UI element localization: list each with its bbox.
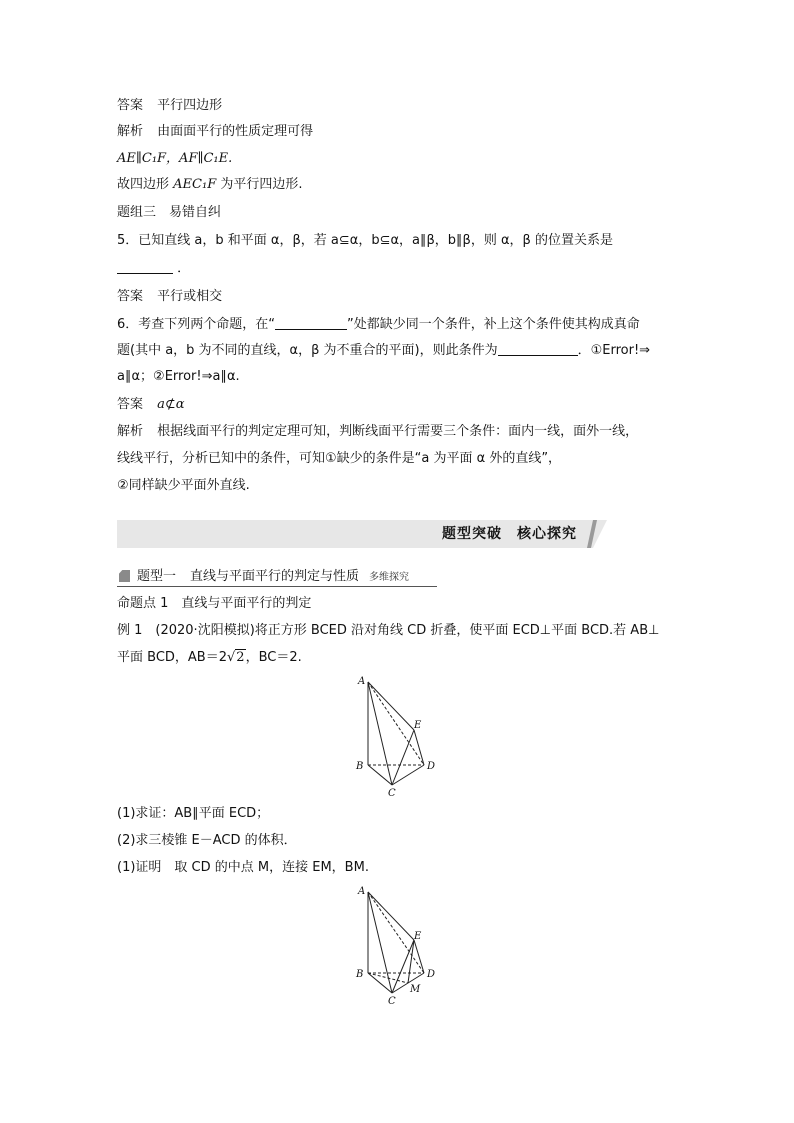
q6-blank-1 bbox=[275, 317, 347, 330]
q5-blank bbox=[117, 261, 173, 274]
label-D: D bbox=[427, 761, 436, 772]
q5-answer-line bbox=[117, 287, 222, 307]
figure-2 bbox=[350, 882, 450, 1008]
answer-text: 平行四边形 bbox=[157, 98, 223, 113]
q6-analysis-text-1: 根据线面平行的判定定理可知，判断线面平行需要三个条件：面内一线，面外一线， bbox=[157, 424, 639, 439]
label-E: E bbox=[414, 931, 422, 942]
q6-analysis-line-1 bbox=[117, 422, 638, 442]
q5-line-1: 5．已知直线 a，b 和平面 α，β，若 a⊆α，b⊆α，a∥β，b∥β，则 α，β 的位置关系是 bbox=[117, 233, 613, 248]
edge-CD bbox=[392, 765, 424, 785]
edge-AC bbox=[368, 682, 392, 785]
q5-line-2 bbox=[117, 259, 190, 279]
bookmark-icon bbox=[119, 570, 130, 582]
q5-answer-text: 平行或相交 bbox=[157, 289, 223, 304]
q5-line-2-end: ． bbox=[177, 261, 191, 276]
subq-1: (1)求证：AB∥平面 ECD； bbox=[117, 806, 270, 821]
type-tag: 多维探究 bbox=[369, 572, 410, 583]
conclusion-line bbox=[117, 175, 303, 195]
edge-ED bbox=[414, 940, 424, 973]
conclusion-post: 为平行四边形. bbox=[220, 177, 303, 192]
type-name: 直线与平面平行的判定与性质 bbox=[190, 569, 360, 584]
q6-blank-2 bbox=[498, 343, 578, 356]
q6-line-1-pre: 6．考查下列两个命题，在“ bbox=[117, 317, 276, 332]
label-D: D bbox=[427, 969, 436, 980]
q6-analysis-line-3: ②同样缺少平面外直线. bbox=[117, 478, 250, 493]
answer-line-1 bbox=[117, 96, 222, 116]
subq-2: (2)求三棱锥 E－ACD 的体积． bbox=[117, 833, 297, 848]
label-C: C bbox=[388, 788, 396, 798]
label-B: B bbox=[356, 761, 364, 772]
answer-label: 答案 bbox=[117, 98, 144, 113]
analysis-label: 解析 bbox=[117, 124, 144, 139]
figure-1 bbox=[350, 672, 450, 798]
q6-line-1-post: ”处都缺少同一个条件，补上这个条件使其构成真命 bbox=[347, 317, 640, 332]
q6-analysis-line-2: 线线平行，分析已知中的条件，可知①缺少的条件是“a 为平面 α 外的直线”， bbox=[117, 451, 562, 466]
q6-answer-label: 答案 bbox=[117, 397, 144, 412]
label-A: A bbox=[358, 886, 366, 897]
sqrt-arg: 2 bbox=[236, 650, 245, 665]
type-underline bbox=[117, 586, 437, 587]
q6-answer-text: a⊄α bbox=[157, 397, 185, 412]
type-title-line bbox=[137, 567, 409, 588]
q6-line-2-post: ．①Error!⇒ bbox=[577, 343, 651, 358]
edge-CE bbox=[392, 730, 414, 785]
banner-slash bbox=[593, 520, 677, 548]
label-M: M bbox=[410, 984, 421, 995]
edge-AE bbox=[368, 892, 414, 940]
q6-line-2-pre: 题(其中 a，b 为不同的直线，α，β 为不重合的平面)，则此条件为 bbox=[117, 343, 498, 358]
point-title: 命题点 1 直线与平面平行的判定 bbox=[117, 596, 312, 611]
conclusion-math: AEC₁F bbox=[173, 177, 217, 192]
q6-answer-line bbox=[117, 395, 185, 415]
q6-analysis-label: 解析 bbox=[117, 424, 144, 439]
proof-line: (1)证明 取 CD 的中点 M，连接 EM，BM. bbox=[117, 860, 369, 875]
section-banner bbox=[117, 520, 677, 548]
example-line-2-pre: 平面 BCD，AB＝2 bbox=[117, 650, 227, 665]
edge-ED bbox=[414, 730, 424, 765]
relation-line: AE∥C₁F，AF∥C₁E. bbox=[117, 151, 233, 166]
label-C: C bbox=[388, 996, 396, 1007]
type-title: 题型一 bbox=[137, 569, 177, 584]
conclusion-pre: 故四边形 bbox=[117, 177, 170, 192]
banner-title: 题型突破 核心探究 bbox=[442, 526, 577, 542]
example-line-1: 例 1 (2020·沈阳模拟)将正方形 BCED 沿对角线 CD 折叠，使平面 ECD⊥平面 BCD.若 AB⊥ bbox=[117, 623, 660, 638]
q6-line-3: a∥α；②Error!⇒a∥α. bbox=[117, 369, 240, 384]
edge-AE bbox=[368, 682, 414, 730]
label-E: E bbox=[414, 720, 422, 731]
example-line-2 bbox=[117, 648, 302, 668]
label-A: A bbox=[358, 676, 366, 687]
analysis-line-1 bbox=[117, 122, 313, 142]
sqrt-symbol: √ bbox=[227, 650, 236, 665]
type-heading bbox=[117, 567, 677, 587]
group-title: 题组三 易错自纠 bbox=[117, 205, 222, 220]
label-B: B bbox=[356, 969, 364, 980]
q6-line-1 bbox=[117, 315, 640, 335]
q6-line-2 bbox=[117, 341, 650, 361]
example-line-2-post: ，BC＝2. bbox=[245, 650, 302, 665]
analysis-text: 由面面平行的性质定理可得 bbox=[157, 124, 314, 139]
q5-answer-label: 答案 bbox=[117, 289, 144, 304]
